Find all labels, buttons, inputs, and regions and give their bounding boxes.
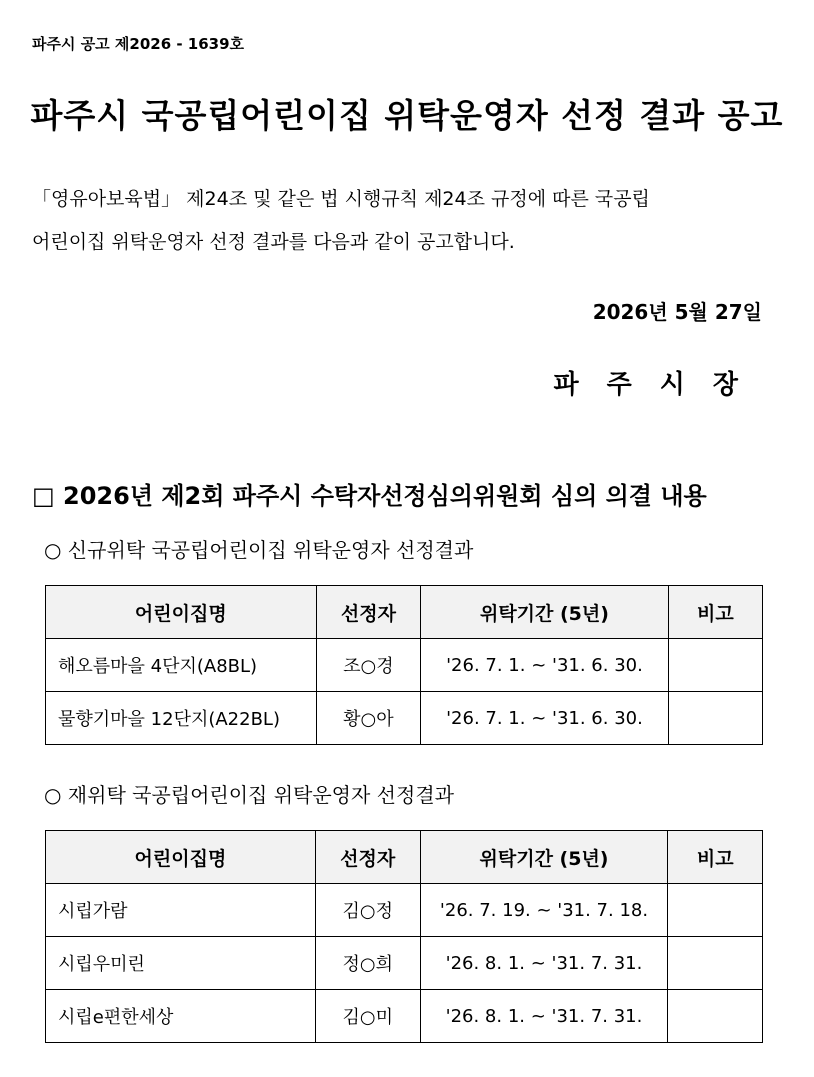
cell-daycare-name: 시립우미린 — [46, 937, 316, 990]
cell-daycare-name: 해오름마을 4단지(A8BL) — [46, 639, 317, 692]
header-note: 비고 — [668, 586, 762, 639]
table-row — [46, 884, 763, 937]
intro-line: 어린이집 위탁운영자 선정 결과를 다음과 같이 공고합니다. — [32, 231, 515, 253]
table-header-row — [46, 586, 763, 639]
header-period: 위탁기간 (5년) — [420, 831, 668, 884]
cell-note — [668, 884, 763, 937]
cell-period: '26. 7. 1. ~ '31. 6. 30. — [421, 639, 669, 692]
cell-daycare-name: 시립e편한세상 — [46, 990, 316, 1043]
section-heading: □ 2026년 제2회 파주시 수탁자선정심의위원회 심의 의결 내용 — [32, 482, 707, 510]
intro-paragraph — [32, 178, 782, 264]
header-daycare-name: 어린이집명 — [46, 831, 316, 884]
header-note: 비고 — [668, 831, 763, 884]
table-row — [46, 692, 763, 745]
header-daycare-name: 어린이집명 — [46, 586, 317, 639]
table-row — [46, 937, 763, 990]
new-contract-table — [45, 585, 763, 745]
notice-date: 2026년 5월 27일 — [592, 300, 762, 324]
cell-note — [668, 990, 763, 1043]
cell-selected: 황○아 — [316, 692, 421, 745]
cell-selected: 조○경 — [316, 639, 421, 692]
header-period: 위탁기간 (5년) — [421, 586, 669, 639]
notice-number: 파주시 공고 제2026 - 1639호 — [32, 35, 245, 53]
cell-note — [668, 639, 762, 692]
cell-note — [668, 692, 762, 745]
header-selected: 선정자 — [315, 831, 420, 884]
cell-selected: 정○희 — [315, 937, 420, 990]
intro-line: 「영유아보육법」 제24조 및 같은 법 시행규칙 제24조 규정에 따른 국공립 — [32, 188, 650, 210]
table-row — [46, 990, 763, 1043]
cell-period: '26. 7. 19. ~ '31. 7. 18. — [420, 884, 668, 937]
cell-selected: 김○미 — [315, 990, 420, 1043]
renewal-contract-heading: ○ 재위탁 국공립어린이집 위탁운영자 선정결과 — [44, 783, 454, 807]
cell-period: '26. 8. 1. ~ '31. 7. 31. — [420, 990, 668, 1043]
table-row — [46, 639, 763, 692]
signer: 파주시장 — [553, 370, 766, 400]
cell-daycare-name: 물향기마을 12단지(A22BL) — [46, 692, 317, 745]
renewal-contract-table — [45, 830, 763, 1043]
new-contract-heading: ○ 신규위탁 국공립어린이집 위탁운영자 선정결과 — [44, 538, 474, 562]
table-header-row — [46, 831, 763, 884]
header-selected: 선정자 — [316, 586, 421, 639]
cell-period: '26. 7. 1. ~ '31. 6. 30. — [421, 692, 669, 745]
cell-period: '26. 8. 1. ~ '31. 7. 31. — [420, 937, 668, 990]
page-title: 파주시 국공립어린이집 위탁운영자 선정 결과 공고 — [30, 96, 784, 135]
cell-selected: 김○정 — [315, 884, 420, 937]
cell-note — [668, 937, 763, 990]
cell-daycare-name: 시립가람 — [46, 884, 316, 937]
